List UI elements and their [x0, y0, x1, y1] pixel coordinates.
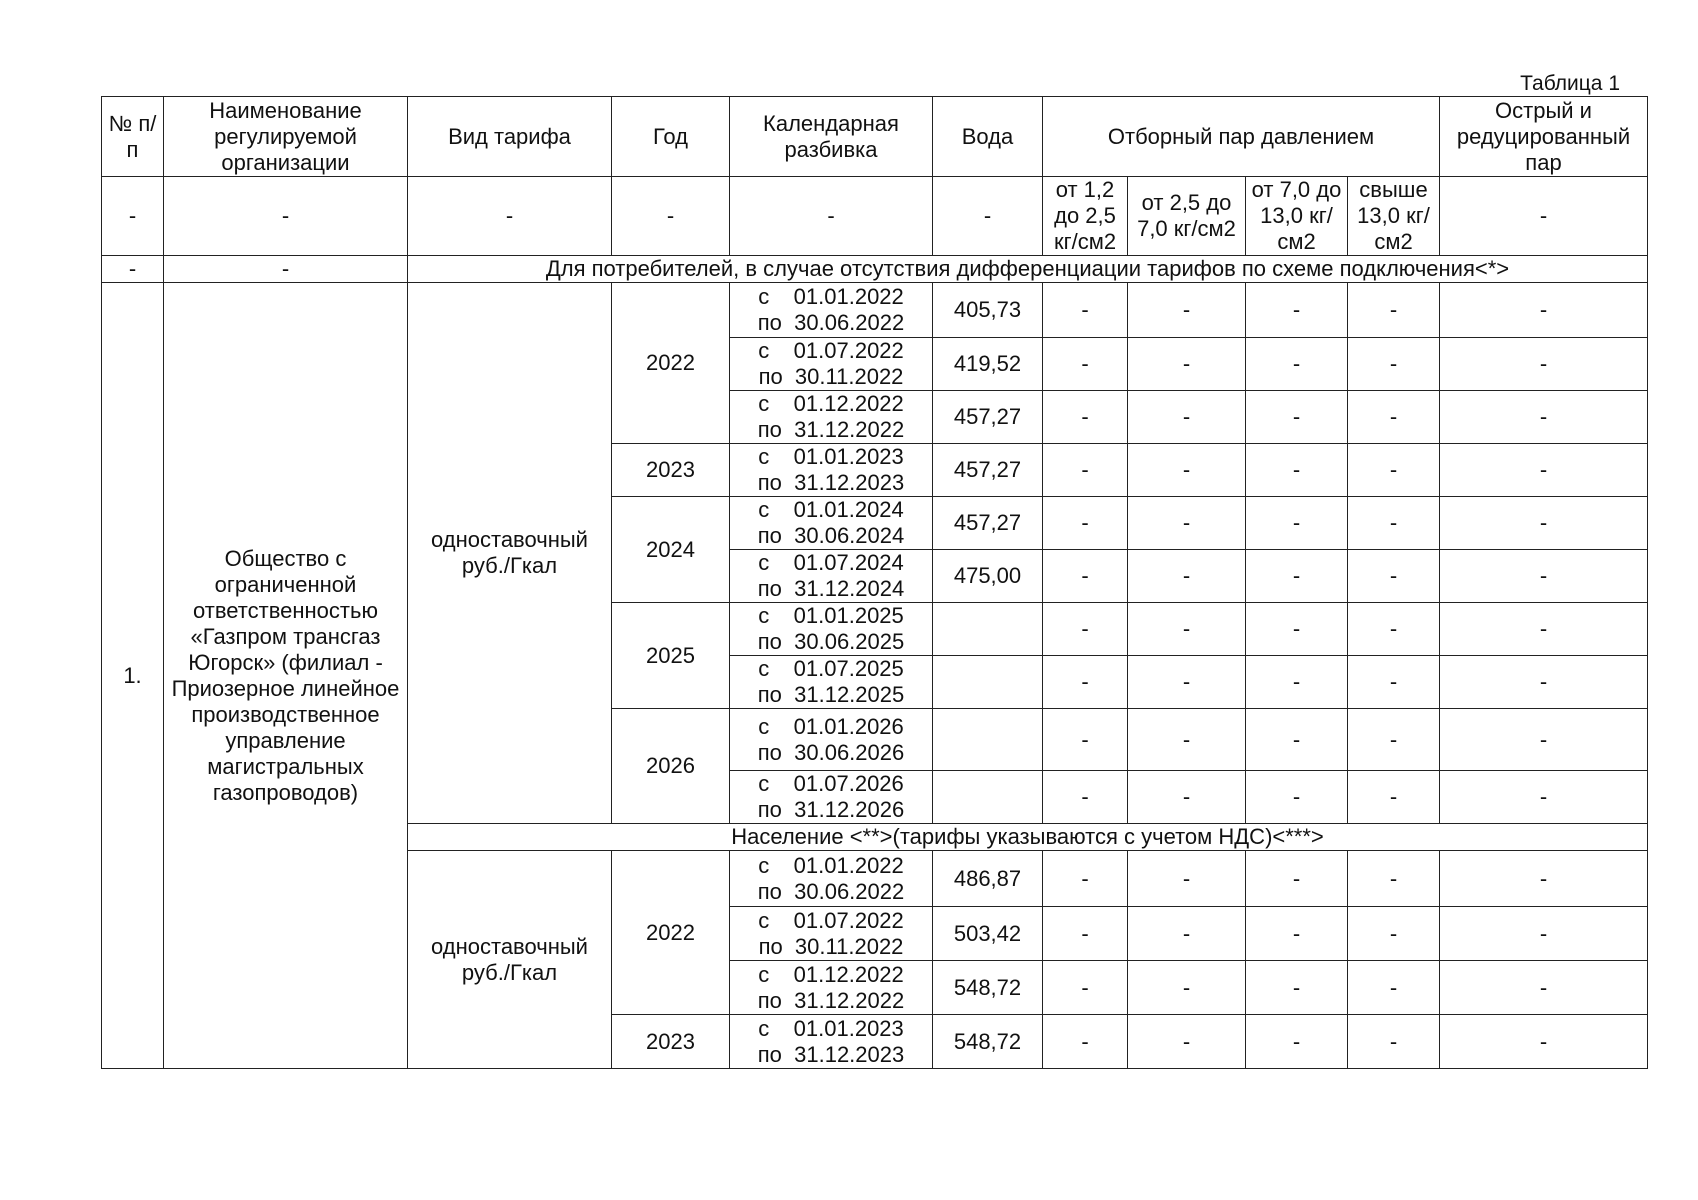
dash-cell: - [1128, 907, 1246, 961]
period-from: с 01.01.2022 [758, 284, 904, 309]
period-to: по 30.06.2025 [757, 629, 905, 654]
dash-cell: - [1440, 961, 1648, 1015]
period-to: по 31.12.2024 [757, 576, 905, 601]
row-number: 1. [102, 283, 164, 1069]
dash-cell: - [1246, 907, 1348, 961]
dash-cell: - [1043, 961, 1128, 1015]
dash-cell: - [1348, 709, 1440, 771]
dash-cell: - [1440, 497, 1648, 550]
year-cell: 2024 [612, 497, 730, 603]
period-from: с 01.12.2022 [758, 391, 904, 416]
dash-cell: - [1043, 444, 1128, 497]
water-value: 457,27 [933, 444, 1043, 497]
year-cell: 2026 [612, 709, 730, 824]
period-cell [730, 656, 933, 709]
period-to: по 30.06.2026 [757, 739, 905, 765]
water-value: 486,87 [933, 851, 1043, 907]
period-to: по 31.12.2025 [757, 682, 905, 707]
year-cell: 2023 [612, 444, 730, 497]
header-calendar: Календарная разбивка [730, 97, 933, 177]
dash-cell: - [1128, 550, 1246, 603]
dash-cell: - [1246, 603, 1348, 656]
year-cell: 2022 [612, 851, 730, 1015]
water-value: 503,42 [933, 907, 1043, 961]
period-to: по 30.06.2022 [757, 878, 905, 904]
dash-cell: - [1043, 1015, 1128, 1069]
period-from: с 01.07.2024 [758, 550, 904, 575]
dash-cell: - [1246, 444, 1348, 497]
dash-cell: - [933, 177, 1043, 256]
dash-cell: - [1043, 771, 1128, 824]
period-cell [730, 603, 933, 656]
dash-cell: - [1128, 709, 1246, 771]
dash-cell: - [1440, 1015, 1648, 1069]
dash-cell: - [1348, 444, 1440, 497]
dash-cell: - [1440, 283, 1648, 338]
dash-cell: - [1246, 851, 1348, 907]
dash-cell: - [1246, 283, 1348, 338]
dash-cell: - [1128, 851, 1246, 907]
header-water: Вода [933, 97, 1043, 177]
water-value [933, 709, 1043, 771]
dash-cell: - [1440, 444, 1648, 497]
dash-cell: - [1440, 771, 1648, 824]
dash-cell: - [1043, 709, 1128, 771]
dash-cell: - [1348, 1015, 1440, 1069]
dash-cell: - [1128, 961, 1246, 1015]
section1-title: Для потребителей, в случае отсутствия дифференциации тарифов по схеме подключения<*> [408, 256, 1648, 283]
dash-cell: - [1348, 497, 1440, 550]
period-cell [730, 709, 933, 771]
header-steam-4: свыше 13,0 кг/см2 [1348, 177, 1440, 256]
dash-cell: - [1246, 771, 1348, 824]
period-cell [730, 283, 933, 338]
section2-title: Население <**>(тарифы указываются с учетом НДС)<***> [408, 824, 1648, 851]
period-cell [730, 1015, 933, 1069]
dash-cell: - [1043, 907, 1128, 961]
dash-cell: - [1440, 907, 1648, 961]
dash-cell: - [1246, 709, 1348, 771]
dash-cell: - [1348, 338, 1440, 391]
period-cell [730, 338, 933, 391]
year-cell: 2023 [612, 1015, 730, 1069]
period-from: с 01.07.2022 [758, 907, 904, 933]
period-cell [730, 907, 933, 961]
dash-cell: - [1246, 338, 1348, 391]
water-value: 475,00 [933, 550, 1043, 603]
header-tariff-type: Вид тарифа [408, 97, 612, 177]
period-cell [730, 550, 933, 603]
dash-cell: - [1348, 391, 1440, 444]
water-value: 548,72 [933, 961, 1043, 1015]
year-cell: 2025 [612, 603, 730, 709]
tariff-type-cell: одноставочный руб./Гкал [408, 851, 612, 1069]
dash-cell: - [1043, 851, 1128, 907]
dash-cell: - [1128, 391, 1246, 444]
header-steam-2: от 2,5 до 7,0 кг/см2 [1128, 177, 1246, 256]
dash-cell: - [1440, 177, 1648, 256]
period-from: с 01.12.2022 [758, 961, 904, 987]
period-cell [730, 771, 933, 824]
header-steam-group: Отборный пар давлением [1043, 97, 1440, 177]
dash-cell: - [1348, 603, 1440, 656]
tariff-table [101, 96, 1648, 1069]
period-to: по 30.06.2024 [757, 523, 905, 548]
subheader-row [102, 177, 1648, 256]
dash-cell: - [1440, 603, 1648, 656]
dash-cell: - [1043, 603, 1128, 656]
dash-cell: - [102, 177, 164, 256]
dash-cell: - [164, 256, 408, 283]
period-to: по 31.12.2023 [757, 470, 905, 495]
dash-cell: - [1128, 656, 1246, 709]
dash-cell: - [1246, 1015, 1348, 1069]
header-num: № п/п [102, 97, 164, 177]
period-to: по 30.06.2022 [757, 310, 905, 335]
period-from: с 01.01.2022 [758, 852, 904, 878]
water-value: 405,73 [933, 283, 1043, 338]
dash-cell: - [1043, 283, 1128, 338]
table-caption: Таблица 1 [1520, 72, 1620, 95]
dash-cell: - [1348, 656, 1440, 709]
dash-cell: - [1128, 338, 1246, 391]
section1-title-row [102, 256, 1648, 283]
dash-cell: - [102, 256, 164, 283]
period-cell [730, 851, 933, 907]
dash-cell: - [1128, 497, 1246, 550]
period-cell [730, 444, 933, 497]
water-value [933, 771, 1043, 824]
dash-cell: - [1440, 391, 1648, 444]
dash-cell: - [1440, 709, 1648, 771]
dash-cell: - [1246, 961, 1348, 1015]
period-from: с 01.01.2024 [758, 497, 904, 522]
period-to: по 30.11.2022 [758, 364, 904, 389]
water-value [933, 656, 1043, 709]
dash-cell: - [1348, 907, 1440, 961]
dash-cell: - [1128, 283, 1246, 338]
water-value: 457,27 [933, 497, 1043, 550]
dash-cell: - [1128, 1015, 1246, 1069]
period-from: с 01.01.2023 [758, 444, 904, 469]
dash-cell: - [1440, 851, 1648, 907]
period-to: по 31.12.2026 [757, 797, 905, 822]
dash-cell: - [1348, 283, 1440, 338]
organization-name: Общество с ограниченной ответственностью «Газпром трансгаз Югорск» (филиал - Приозерное линейное производственное управление магистральных газопроводов) [164, 283, 408, 1069]
dash-cell: - [1043, 338, 1128, 391]
tariff-type-cell: одноставочный руб./Гкал [408, 283, 612, 824]
period-to: по 31.12.2022 [757, 987, 905, 1013]
dash-cell: - [1246, 391, 1348, 444]
period-cell [730, 391, 933, 444]
dash-cell: - [408, 177, 612, 256]
period-cell [730, 497, 933, 550]
header-steam-3: от 7,0 до 13,0 кг/см2 [1246, 177, 1348, 256]
dash-cell: - [1348, 771, 1440, 824]
dash-cell: - [1348, 550, 1440, 603]
year-cell: 2022 [612, 283, 730, 444]
period-from: с 01.01.2023 [758, 1015, 904, 1041]
header-row [102, 97, 1648, 177]
dash-cell: - [1043, 656, 1128, 709]
period-from: с 01.07.2026 [758, 771, 904, 796]
header-year: Год [612, 97, 730, 177]
dash-cell: - [1246, 497, 1348, 550]
dash-cell: - [1440, 338, 1648, 391]
header-org: Наименование регулируемой организации [164, 97, 408, 177]
dash-cell: - [164, 177, 408, 256]
dash-cell: - [1246, 656, 1348, 709]
dash-cell: - [1128, 444, 1246, 497]
period-to: по 30.11.2022 [758, 933, 904, 959]
dash-cell: - [1348, 851, 1440, 907]
header-steam-1: от 1,2 до 2,5 кг/см2 [1043, 177, 1128, 256]
period-from: с 01.07.2025 [758, 656, 904, 681]
dash-cell: - [1246, 550, 1348, 603]
header-sharp-steam: Острый и редуцированный пар [1440, 97, 1648, 177]
period-cell [730, 961, 933, 1015]
dash-cell: - [1043, 497, 1128, 550]
dash-cell: - [612, 177, 730, 256]
water-value: 457,27 [933, 391, 1043, 444]
water-value: 548,72 [933, 1015, 1043, 1069]
period-from: с 01.01.2026 [758, 713, 904, 739]
period-from: с 01.01.2025 [758, 603, 904, 628]
water-value [933, 603, 1043, 656]
dash-cell: - [1043, 391, 1128, 444]
dash-cell: - [1043, 550, 1128, 603]
period-from: с 01.07.2022 [758, 338, 904, 363]
period-to: по 31.12.2022 [757, 417, 905, 442]
period-to: по 31.12.2023 [757, 1041, 905, 1067]
dash-cell: - [730, 177, 933, 256]
table-row [102, 283, 1648, 338]
dash-cell: - [1128, 603, 1246, 656]
dash-cell: - [1440, 550, 1648, 603]
dash-cell: - [1348, 961, 1440, 1015]
water-value: 419,52 [933, 338, 1043, 391]
dash-cell: - [1128, 771, 1246, 824]
dash-cell: - [1440, 656, 1648, 709]
